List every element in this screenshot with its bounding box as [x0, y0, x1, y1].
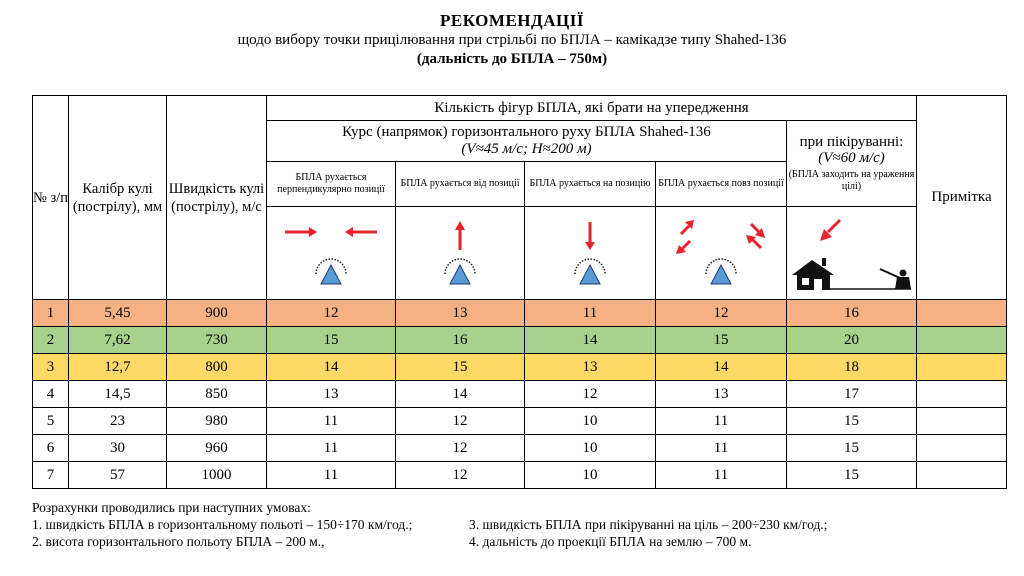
- row-away: 12: [396, 435, 525, 462]
- diagram-away: [396, 207, 525, 300]
- header-number: № з/п: [33, 96, 69, 300]
- diagram-toward: [525, 207, 656, 300]
- arrow-icon: [455, 221, 465, 250]
- row-caliber: 7,62: [69, 327, 167, 354]
- row-away: 13: [396, 300, 525, 327]
- table-row: [33, 327, 1007, 354]
- row-note: [917, 381, 1007, 408]
- row-past: 11: [656, 435, 787, 462]
- arrow-icon: [746, 235, 761, 248]
- row-past: 13: [656, 381, 787, 408]
- header-note: Примітка: [917, 96, 1007, 300]
- radar-position-icon: [316, 259, 346, 284]
- row-number: 7: [33, 462, 69, 489]
- document-title: РЕКОМЕНДАЦІЇ: [440, 11, 584, 30]
- arrow-icon: [820, 220, 840, 241]
- arrow-icon: [681, 220, 694, 234]
- row-perpendicular: 15: [267, 327, 396, 354]
- row-away: 12: [396, 408, 525, 435]
- row-caliber: 5,45: [69, 300, 167, 327]
- row-toward: 12: [525, 381, 656, 408]
- row-toward: 10: [525, 408, 656, 435]
- row-caliber: 23: [69, 408, 167, 435]
- header-group: Кількість фігур БПЛА, які брати на упередження: [267, 96, 917, 121]
- row-speed: 900: [167, 300, 267, 327]
- row-past: 15: [656, 327, 787, 354]
- row-note: [917, 354, 1007, 381]
- row-perpendicular: 11: [267, 408, 396, 435]
- row-speed: 1000: [167, 462, 267, 489]
- row-perpendicular: 12: [267, 300, 396, 327]
- row-away: 12: [396, 462, 525, 489]
- document-subtitle: щодо вибору точки прицілювання при стрільбі по БПЛА – камікадзе типу Shahed-136: [237, 32, 787, 48]
- row-dive: 16: [787, 300, 917, 327]
- row-number: 1: [33, 300, 69, 327]
- table-row: [33, 381, 1007, 408]
- row-perpendicular: 14: [267, 354, 396, 381]
- row-perpendicular: 13: [267, 381, 396, 408]
- recommendation-table: [32, 95, 1007, 489]
- diagram-perpendicular: [267, 207, 396, 300]
- note-1: 1. швидкість БПЛА в горизонтальному польоті – 150÷170 км/год.;: [32, 517, 413, 532]
- row-dive: 15: [787, 435, 917, 462]
- note-4: 4. дальність до проекції БПЛА на землю – 700 м.: [469, 534, 752, 549]
- row-caliber: 30: [69, 435, 167, 462]
- note-3: 3. швидкість БПЛА при пікіруванні на ціль – 200÷230 км/год.;: [469, 517, 828, 532]
- row-caliber: 57: [69, 462, 167, 489]
- row-note: [917, 435, 1007, 462]
- row-past: 11: [656, 462, 787, 489]
- row-number: 3: [33, 354, 69, 381]
- row-speed: 960: [167, 435, 267, 462]
- dive-subtitle: (БПЛА заходить на ураження цілі): [788, 169, 915, 192]
- row-dive: 15: [787, 462, 917, 489]
- row-dive: 15: [787, 408, 917, 435]
- diagram-dive: [787, 207, 917, 300]
- diagram-past: [656, 207, 787, 300]
- subheader-away: БПЛА рухається від позиції: [396, 162, 525, 207]
- course-params: (V≈45 м/с; H≈200 м): [461, 141, 592, 157]
- dive-title: при пікіруванні:: [799, 134, 904, 150]
- table-row: [33, 462, 1007, 489]
- arrow-icon: [285, 227, 317, 237]
- soldier-icon: [880, 269, 911, 289]
- row-note: [917, 327, 1007, 354]
- radar-position-icon: [706, 259, 736, 284]
- arrow-icon: [585, 222, 595, 250]
- table-row: [33, 300, 1007, 327]
- header-course: [267, 121, 787, 162]
- row-away: 16: [396, 327, 525, 354]
- arrow-icon: [751, 224, 765, 238]
- notes-intro: Розрахунки проводились при наступних умовах:: [32, 500, 311, 515]
- dive-params: (V≈60 м/с): [818, 150, 885, 166]
- row-caliber: 12,7: [69, 354, 167, 381]
- row-toward: 10: [525, 462, 656, 489]
- row-dive: 18: [787, 354, 917, 381]
- row-caliber: 14,5: [69, 381, 167, 408]
- row-speed: 730: [167, 327, 267, 354]
- document-range: (дальність до БПЛА – 750м): [416, 51, 608, 67]
- note-2: 2. висота горизонтального польоту БПЛА – 200 м.,: [32, 534, 325, 549]
- course-title: Курс (напрямок) горизонтального руху БПЛА Shahed-136: [342, 124, 711, 140]
- radar-position-icon: [445, 259, 475, 284]
- house-icon: [792, 258, 834, 290]
- row-away: 14: [396, 381, 525, 408]
- row-note: [917, 408, 1007, 435]
- radar-position-icon: [575, 259, 605, 284]
- row-dive: 17: [787, 381, 917, 408]
- table-row: [33, 354, 1007, 381]
- row-past: 12: [656, 300, 787, 327]
- row-perpendicular: 11: [267, 435, 396, 462]
- row-dive: 20: [787, 327, 917, 354]
- row-toward: 11: [525, 300, 656, 327]
- document-header: [0, 10, 1024, 69]
- arrow-icon: [345, 227, 377, 237]
- row-toward: 10: [525, 435, 656, 462]
- row-speed: 980: [167, 408, 267, 435]
- row-toward: 14: [525, 327, 656, 354]
- row-past: 14: [656, 354, 787, 381]
- subheader-toward: БПЛА рухається на позицію: [525, 162, 656, 207]
- table-row: [33, 408, 1007, 435]
- row-away: 15: [396, 354, 525, 381]
- header-caliber: Калібр кулі (пострілу), мм: [69, 96, 167, 300]
- subheader-past: БПЛА рухається повз позиції: [656, 162, 787, 207]
- row-speed: 800: [167, 354, 267, 381]
- row-speed: 850: [167, 381, 267, 408]
- header-dive: [787, 121, 917, 207]
- subheader-perpendicular: БПЛА рухається перпендикулярно позиції: [267, 162, 396, 207]
- row-past: 11: [656, 408, 787, 435]
- row-number: 5: [33, 408, 69, 435]
- row-toward: 13: [525, 354, 656, 381]
- row-number: 4: [33, 381, 69, 408]
- row-perpendicular: 11: [267, 462, 396, 489]
- row-number: 6: [33, 435, 69, 462]
- header-speed: Швидкість кулі (пострілу), м/с: [167, 96, 267, 300]
- arrow-icon: [676, 241, 690, 254]
- row-note: [917, 462, 1007, 489]
- conditions-notes: [32, 499, 1012, 550]
- table-row: [33, 435, 1007, 462]
- row-note: [917, 300, 1007, 327]
- row-number: 2: [33, 327, 69, 354]
